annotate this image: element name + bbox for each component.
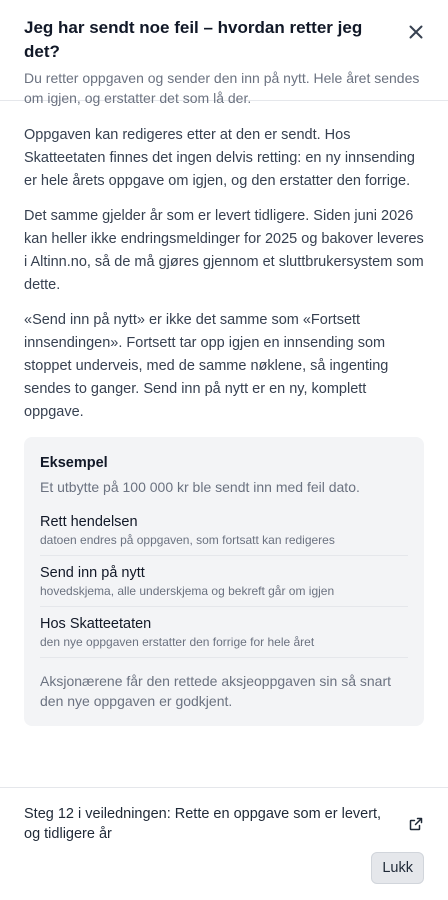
paragraph: Det samme gjelder år som er levert tidligere. Siden juni 2026 kan heller ikke endringsmeldinger for 2025 og bakover leveres i Altinn.no, så de må gjøres gjennom et sluttbrukersystem som dette. — [24, 208, 424, 293]
guide-step-link[interactable] — [24, 804, 424, 844]
close-button[interactable] — [404, 20, 428, 44]
example-description: Et utbytte på 100 000 kr ble sendt inn med feil dato. — [40, 479, 360, 495]
step-label: Send inn på nytt — [40, 565, 145, 581]
dialog-body — [24, 124, 424, 726]
example-box — [24, 437, 424, 726]
step-label: Rett hendelsen — [40, 514, 138, 530]
dialog-header — [0, 0, 448, 106]
close-icon — [409, 25, 423, 39]
guide-step-link-text: Steg 12 i veiledningen: Rette en oppgave som er levert, og tidligere år — [24, 806, 382, 842]
example-step — [40, 505, 408, 556]
example-step — [40, 607, 408, 658]
example-title: Eksempel — [40, 455, 108, 471]
dialog-footer — [0, 787, 448, 900]
paragraph: Oppgaven kan redigeres etter at den er sendt. Hos Skatteetaten finnes det ingen delvis retting: en ny innsending er hele årets oppgave om igjen, og den erstatter den forrige. — [24, 127, 415, 189]
step-description: hovedskjema, alle underskjema og bekreft går om igjen — [40, 584, 335, 598]
step-label: Hos Skatteetaten — [40, 616, 152, 632]
example-step — [40, 556, 408, 607]
step-description: den nye oppgaven erstatter den forrige for hele året — [40, 635, 315, 649]
external-link-icon — [408, 816, 424, 832]
example-note: Aksjonærene får den rettede aksjeoppgaven sin så snart den nye oppgaven er godkjent. — [40, 673, 391, 709]
dialog-title: Jeg har sendt noe feil – hvordan retter jeg det? — [24, 18, 363, 61]
step-description: datoen endres på oppgaven, som fortsatt kan redigeres — [40, 533, 335, 547]
paragraph: «Send inn på nytt» er ikke det samme som «Fortsett innsendingen». Fortsett tar opp igjen en innsending som stoppet underveis, med de samme nøklene, så ingenting sendes to ganger. Send inn på nytt er en ny, komplett oppgave. — [24, 312, 389, 420]
close-dialog-button[interactable]: Lukk — [371, 852, 424, 884]
dialog-subtitle: Du retter oppgaven og sender den inn på nytt. Hele året sendes om igjen, og erstatter det som lå der. — [24, 70, 420, 106]
